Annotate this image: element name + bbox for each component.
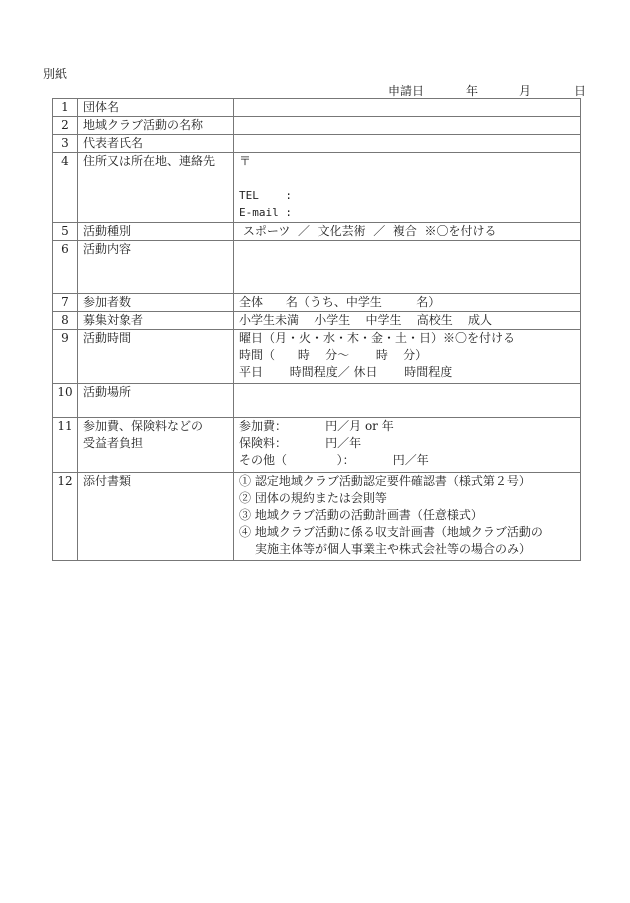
row-label: 参加者数 (78, 294, 234, 312)
target-audience-options[interactable] (234, 312, 581, 330)
table-row-attachments (53, 473, 581, 561)
target-audience-text: 小学生未満 小学生 中学生 高校生 成人 (239, 313, 493, 327)
table-row-activity-time (53, 330, 581, 384)
weekday-options: 曜日（月・火・水・木・金・土・日）※〇を付ける (239, 331, 516, 345)
table-row-fees (53, 418, 581, 473)
email-label: E-mail : (239, 206, 292, 219)
row-number: 4 (53, 153, 78, 223)
attachments-list (234, 473, 581, 561)
row-label: 住所又は所在地、連絡先 (78, 153, 234, 223)
other-fee: その他（ ）： 円／年 (239, 453, 429, 467)
row-label: 活動種別 (78, 223, 234, 241)
attachment-item: ① 認定地域クラブ活動認定要件確認書（様式第２号） (239, 474, 531, 488)
date-year-label: 年 (466, 84, 479, 98)
attachment-item: ② 団体の規約または会則等 (239, 491, 387, 505)
address-contact-field[interactable] (234, 153, 581, 223)
row-number: 7 (53, 294, 78, 312)
row-label: 団体名 (78, 99, 234, 117)
row-number: 8 (53, 312, 78, 330)
activity-time-field[interactable] (234, 330, 581, 384)
row-number: 5 (53, 223, 78, 241)
row-label: 地域クラブ活動の名称 (78, 117, 234, 135)
table-row-target (53, 312, 581, 330)
row-number: 9 (53, 330, 78, 384)
row-label: 活動場所 (78, 384, 234, 418)
table-row-participants (53, 294, 581, 312)
row-label: 添付書類 (78, 473, 234, 561)
row-number: 3 (53, 135, 78, 153)
hours-weekday-holiday: 平日 時間程度／ 休日 時間程度 (239, 365, 453, 379)
postal-mark: 〒 (239, 154, 252, 168)
row-label (78, 418, 234, 473)
fees-field[interactable] (234, 418, 581, 473)
location-field[interactable] (234, 384, 581, 418)
row-label-line: 参加費、保険料などの (83, 419, 204, 433)
row-number: 1 (53, 99, 78, 117)
row-label-line: 受益者負担 (83, 436, 144, 450)
table-row-address (53, 153, 581, 223)
row-number: 12 (53, 473, 78, 561)
table-row-location (53, 384, 581, 418)
club-name-field[interactable] (234, 117, 581, 135)
table-row-activity-type (53, 223, 581, 241)
insurance-fee: 保険料： 円／年 (239, 436, 362, 450)
participants-text: 全体 名（うち、中学生 名） (239, 295, 441, 309)
row-label: 活動時間 (78, 330, 234, 384)
attachment-item-continuation: 実施主体等が個人事業主や株式会社等の場合のみ） (255, 542, 532, 556)
participation-fee: 参加費： 円／月 or 年 (239, 419, 394, 433)
attachment-item: ③ 地域クラブ活動の活動計画書（任意様式） (239, 508, 483, 522)
table-row-group-name (53, 99, 581, 117)
row-number: 10 (53, 384, 78, 418)
attachment-item: ④ 地域クラブ活動に係る収支計画書（地域クラブ活動の (239, 525, 543, 539)
tel-label: TEL : (239, 189, 292, 202)
activity-content-field[interactable] (234, 241, 581, 294)
table-row-activity-content (53, 241, 581, 294)
address-blank-line (239, 170, 580, 187)
application-date-label: 申請日 (388, 84, 425, 98)
activity-type-options[interactable] (234, 223, 581, 241)
application-form-table (52, 98, 581, 561)
attachment-label: 別紙 (43, 67, 68, 81)
participants-field[interactable] (234, 294, 581, 312)
row-number: 6 (53, 241, 78, 294)
row-label: 募集対象者 (78, 312, 234, 330)
date-day-label: 日 (574, 84, 587, 98)
representative-name-field[interactable] (234, 135, 581, 153)
group-name-field[interactable] (234, 99, 581, 117)
row-number: 11 (53, 418, 78, 473)
row-label: 活動内容 (78, 241, 234, 294)
table-row-club-name (53, 117, 581, 135)
activity-type-text: スポーツ ／ 文化芸術 ／ 複合 ※〇を付ける (239, 224, 497, 238)
time-range: 時間（ 時 分～ 時 分） (239, 348, 428, 362)
table-row-representative (53, 135, 581, 153)
row-number: 2 (53, 117, 78, 135)
date-month-label: 月 (519, 84, 532, 98)
row-label: 代表者氏名 (78, 135, 234, 153)
application-date (0, 82, 630, 98)
